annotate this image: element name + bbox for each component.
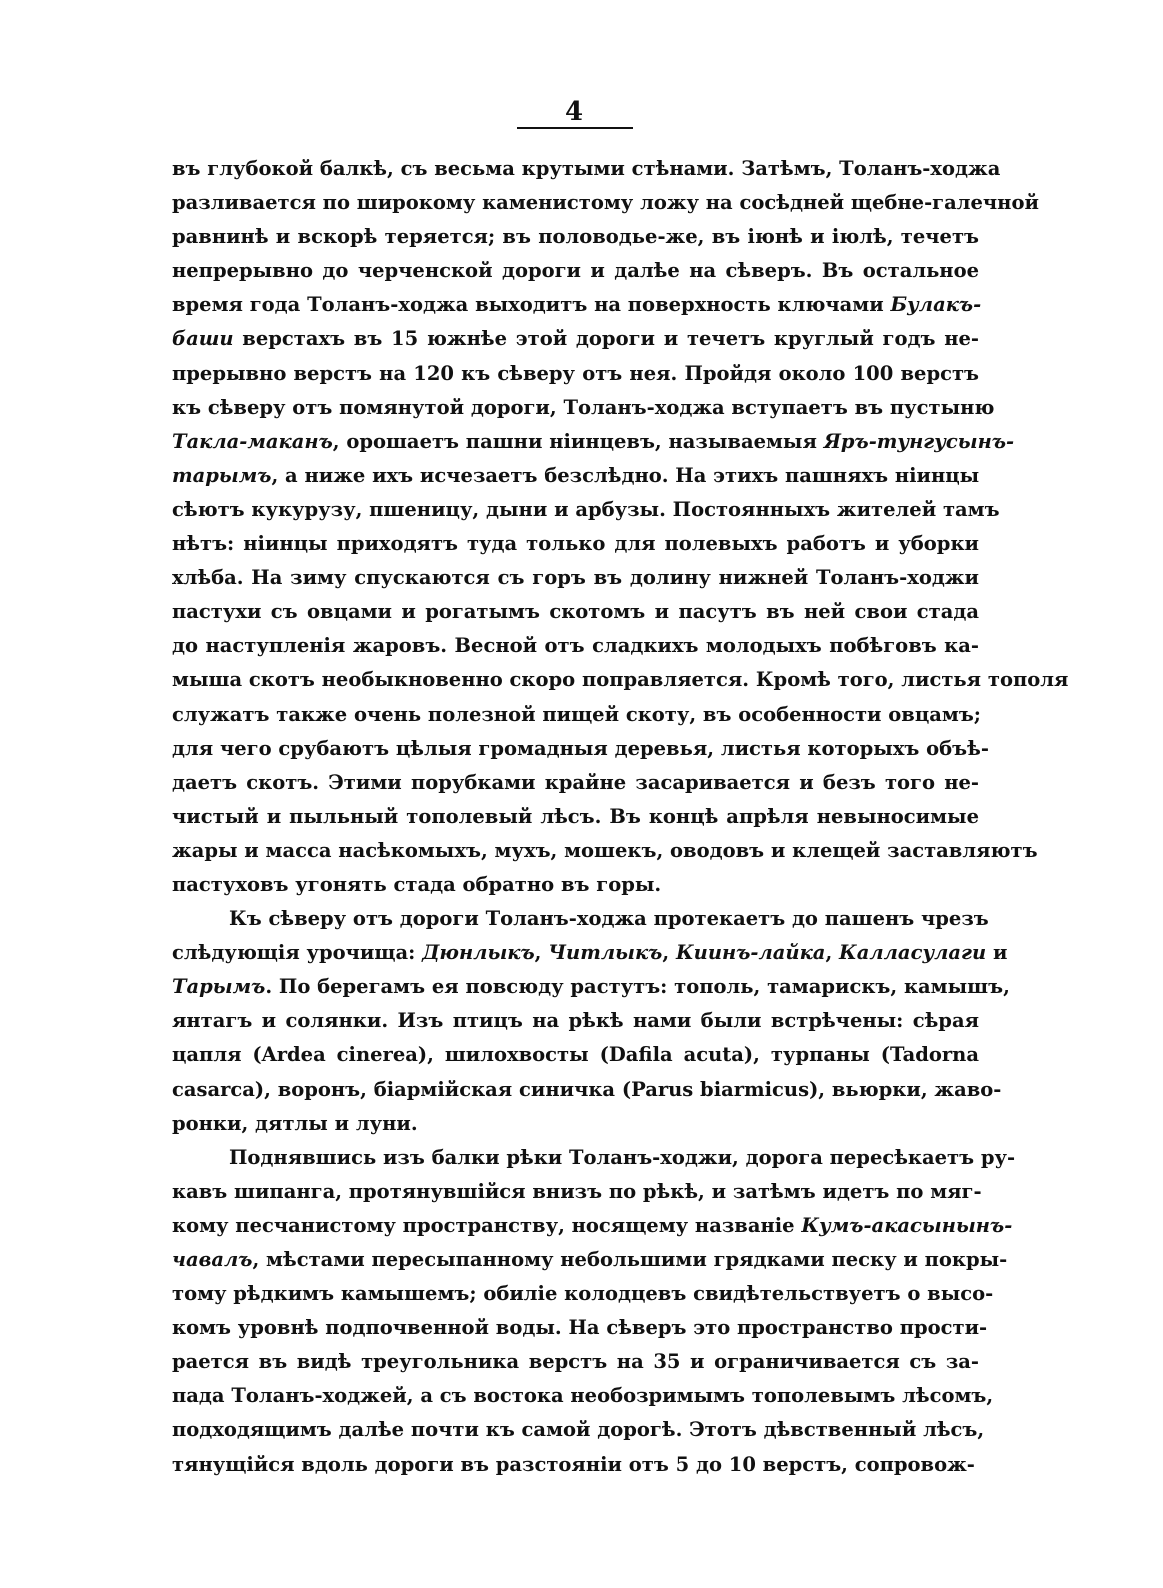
- text-line: для чего срубаютъ цѣлыя громадныя деревья, листья которыхъ объѣ-: [172, 736, 989, 760]
- text-line: Тарымъ. По берегамъ ея повсюду растутъ: тополь, тамарискъ, камышъ,: [172, 975, 1010, 999]
- text-line: сѣютъ кукурузу, пшеницу, дыни и арбузы. Постоянныхъ жителей тамъ: [172, 497, 1000, 521]
- paragraph-2: [172, 902, 1010, 1141]
- text-line: до наступленія жаровъ. Весной отъ сладкихъ молодыхъ побѣговъ ка-: [172, 634, 979, 658]
- text-line: къ сѣверу отъ помянутой дороги, Толанъ-ходжа вступаетъ въ пустыню: [172, 395, 995, 419]
- text-line: пастуховъ угонять стада обратно въ горы.: [172, 872, 662, 896]
- text-line: время года Толанъ-ходжа выходитъ на поверхность ключами Булакъ-: [172, 293, 982, 317]
- text-line: подходящимъ далѣе почти къ самой дорогѣ. Этотъ дѣвственный лѣсъ,: [172, 1418, 985, 1442]
- text-line: Къ сѣверу отъ дороги Толанъ-ходжа протекаетъ до пашенъ чрезъ: [229, 907, 989, 931]
- paragraph-1: [172, 152, 1069, 902]
- text-line: casarca), воронъ, біармійская синичка (Parus biarmicus), вьюрки, жаво-: [172, 1077, 1002, 1101]
- text-line: жары и масса насѣкомыхъ, мухъ, мошекъ, оводовъ и клещей заставляютъ: [172, 838, 1038, 862]
- text-line: янтагъ и солянки. Изъ птицъ на рѣкѣ нами были встрѣчены: сѣрая: [172, 1009, 979, 1033]
- text-line: чистый и пыльный тополевый лѣсъ. Въ концѣ апрѣля невыносимые: [172, 804, 979, 828]
- text-line: разливается по широкому каменистому ложу на сосѣдней щебне-галечной: [172, 191, 1039, 215]
- text-line: Такла-маканъ, орошаетъ пашни ніинцевъ, называемыя Яръ-тунгусынъ-: [172, 429, 1015, 453]
- text-line: пастухи съ овцами и рогатымъ скотомъ и пасутъ въ ней свои стада: [172, 600, 979, 624]
- text-line: непрерывно до черченской дороги и далѣе на сѣверъ. Въ остальное: [172, 259, 979, 283]
- text-line: равнинѣ и вскорѣ теряется; въ половодье-же, въ іюнѣ и іюлѣ, течетъ: [172, 225, 979, 249]
- text-line: хлѣба. На зиму спускаются съ горъ въ долину нижней Толанъ-ходжи: [172, 566, 979, 590]
- text-line: ронки, дятлы и луни.: [172, 1111, 418, 1135]
- page-number-rule: [517, 127, 633, 129]
- text-line: мыша скотъ необыкновенно скоро поправляется. Кромѣ того, листья тополя: [172, 668, 1069, 692]
- text-line: пада Толанъ-ходжей, а съ востока необозримымъ тополевымъ лѣсомъ,: [172, 1384, 994, 1408]
- text-line: прерывно верстъ на 120 къ сѣверу отъ нея. Пройдя около 100 верстъ: [172, 361, 979, 385]
- text-line: рается въ видѣ треугольника верстъ на 35 и ограничивается съ за-: [172, 1350, 979, 1374]
- text-line: кому песчанистому пространству, носящему названіе Кумъ-акасынынъ-: [172, 1213, 1013, 1237]
- text-line: комъ уровнѣ подпочвенной воды. На сѣверъ это пространство прости-: [172, 1316, 988, 1340]
- text-line: даетъ скотъ. Этими порубками крайне засаривается и безъ того не-: [172, 770, 979, 794]
- text-line: служатъ также очень полезной пищей скоту, въ особенности овцамъ;: [172, 702, 981, 726]
- text-line: въ глубокой балкѣ, съ весьма крутыми стѣнами. Затѣмъ, Толанъ-ходжа: [172, 157, 1001, 180]
- text-line: чавалъ, мѣстами пересыпанному небольшими грядками песку и покры-: [172, 1248, 1008, 1271]
- text-line: баши верстахъ въ 15 южнѣе этой дороги и течетъ круглый годъ не-: [172, 327, 979, 351]
- body-text: [172, 152, 1069, 1482]
- text-line: нѣтъ: ніинцы приходятъ туда только для полевыхъ работъ и уборки: [172, 532, 979, 556]
- text-line: слѣдующія урочища: Дюнлыкъ, Читлыкъ, Киинъ-лайка, Калласулаги и: [172, 941, 1008, 965]
- text-line: цапля (Ardea cinerea), шилохвосты (Dafila acuta), турпаны (Tadorna: [172, 1043, 979, 1067]
- text-line: тянущійся вдоль дороги въ разстояніи отъ 5 до 10 верстъ, сопровож-: [172, 1452, 975, 1476]
- text-line: тому рѣдкимъ камышемъ; обиліе колодцевъ свидѣтельствуетъ о высо-: [172, 1282, 994, 1306]
- text-line: Поднявшись изъ балки рѣки Толанъ-ходжи, дорога пересѣкаетъ ру-: [229, 1145, 1016, 1169]
- paragraph-3: [172, 1141, 1016, 1482]
- text-line: тарымъ, а ниже ихъ исчезаетъ безслѣдно. На этихъ пашняхъ ніинцы: [172, 463, 980, 487]
- page-number: 4: [564, 97, 584, 127]
- text-line: кавъ шипанга, протянувшійся внизъ по рѣкѣ, и затѣмъ идетъ по мяг-: [172, 1179, 982, 1203]
